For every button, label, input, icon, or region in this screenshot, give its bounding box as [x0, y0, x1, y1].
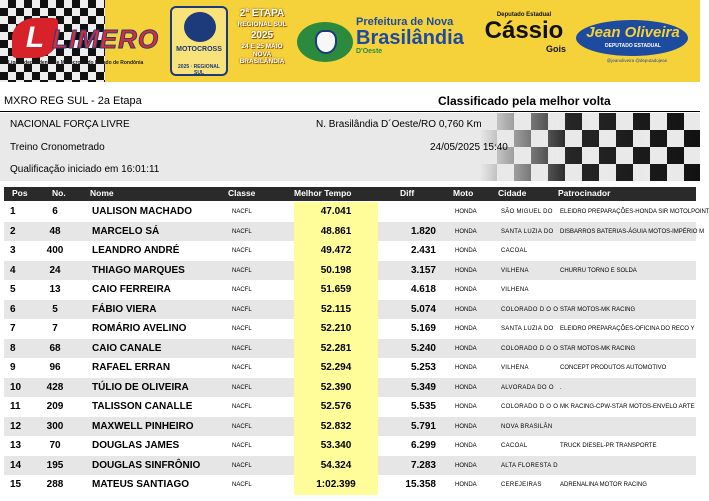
cell-classe: NACFL	[232, 267, 252, 274]
category-label: NACIONAL FORÇA LIVRE	[10, 119, 130, 130]
cell-num: 7	[52, 323, 58, 334]
table-row	[4, 456, 696, 476]
cell-cidade: COLORADO D O O	[501, 306, 559, 313]
results-table-body	[4, 202, 709, 495]
cell-time: 52.115	[320, 303, 352, 315]
cell-moto: HONDA	[455, 404, 477, 410]
cell-patro: ADRENALINA MOTOR RACING	[560, 482, 647, 488]
table-row	[4, 339, 696, 359]
cell-num: 13	[49, 284, 61, 295]
cell-moto: HONDA	[455, 209, 477, 215]
cell-time: 49.472	[320, 245, 352, 256]
cell-diff: 5.074	[410, 303, 436, 315]
cell-time: 48.861	[320, 225, 352, 237]
cell-classe: NACFL	[232, 209, 252, 215]
cell-time: 50.198	[320, 264, 352, 276]
badge-subtitle: 2025 · REGIONAL SUL	[178, 64, 220, 76]
table-row	[4, 202, 709, 222]
etapa-line-5: NOVA BRASILÂNDIA	[239, 51, 285, 65]
col-name: Nome	[90, 188, 114, 198]
cell-diff: 5.240	[410, 342, 436, 354]
limero-subtitle: Liga Independente de Motocross do Estado de Rondônia	[8, 60, 144, 66]
jean-line-1: Jean Oliveira	[586, 24, 680, 41]
cell-diff: 5.253	[410, 362, 436, 373]
cell-classe: NACFL	[232, 462, 252, 469]
table-row	[4, 358, 696, 378]
table-row	[4, 378, 696, 398]
cell-num: 70	[49, 440, 61, 451]
cell-moto: HONDA	[455, 482, 477, 488]
cell-pos: 5	[10, 284, 16, 295]
cell-diff: 5.791	[410, 420, 436, 432]
table-row	[4, 417, 696, 437]
etapa-line-4: 24 E 25 MAIO	[241, 43, 283, 50]
cell-classe: NACFL	[232, 228, 252, 235]
col-time: Melhor Tempo	[294, 188, 352, 198]
cell-patro: TRUCK DIESEL-PR TRANSPORTE	[560, 443, 657, 449]
cell-diff: 7.283	[410, 459, 436, 471]
cell-classe: NACFL	[232, 306, 252, 313]
cell-cidade: ALTA FLORESTA D	[501, 462, 558, 469]
table-row	[4, 261, 696, 281]
cell-name: DOUGLAS SINFRÔNIO	[92, 459, 201, 471]
cell-classe: NACFL	[232, 423, 252, 430]
col-diff: Diff	[400, 188, 415, 198]
cell-name: THIAGO MARQUES	[92, 264, 185, 276]
cell-num: 300	[46, 420, 64, 432]
cell-cidade: CACOAL	[501, 248, 528, 254]
col-classe: Classe	[228, 188, 256, 198]
cell-name: CAIO FERREIRA	[92, 284, 171, 295]
status-label: Qualificação iniciado em 16:01:11	[10, 164, 160, 175]
cell-num: 400	[46, 245, 64, 256]
cell-cidade: VILHENA	[501, 267, 529, 274]
cell-pos: 1	[10, 206, 16, 217]
cell-pos: 3	[10, 245, 16, 256]
cell-classe: NACFL	[232, 345, 252, 352]
title-row	[0, 92, 700, 112]
cell-cidade: CEREJEIRAS	[501, 482, 542, 488]
cell-moto: HONDA	[455, 345, 477, 352]
prefeitura-emblem-icon	[297, 22, 353, 62]
classification-title: Classificado pela melhor volta	[438, 94, 611, 108]
cell-cidade: COLORADO D O O	[501, 404, 559, 410]
cell-time: 54.324	[320, 459, 352, 471]
etapa-line-3: 2025	[250, 30, 274, 41]
cell-pos: 11	[10, 401, 21, 412]
cell-cidade: SÃO MIGUEL DO	[501, 209, 553, 215]
checkered-flag-graphic	[480, 113, 700, 181]
jean-line-2: DEPUTADO ESTADUAL	[605, 43, 661, 49]
cell-cidade: ALVORADA DO O	[501, 384, 554, 391]
cassio-line-2: Cássio	[484, 17, 564, 44]
cell-patro: DISBARROS BATERIAS-ÁGUIA MOTOS-IMPÉRIO M	[560, 228, 705, 235]
cell-patro: ELEIDRO PREPARAÇÕES-HONDA SIR MOTOLPOINT	[560, 209, 709, 215]
table-row	[4, 319, 696, 339]
cell-patro: MK RACING-CPW-STAR MOTOS-ENVELO ARTE	[560, 404, 695, 410]
cell-time: 51.659	[320, 284, 352, 295]
cell-pos: 6	[10, 303, 16, 315]
cell-classe: NACFL	[232, 326, 252, 332]
cell-moto: HONDA	[455, 423, 477, 430]
limero-logo-text: LIMERO	[52, 24, 160, 54]
cell-classe: NACFL	[232, 404, 252, 410]
cell-time: 1:02.399	[316, 479, 356, 490]
cell-classe: NACFL	[232, 443, 252, 449]
cell-num: 209	[46, 401, 64, 412]
prefeitura-line-3: D'Oeste	[356, 48, 383, 55]
cell-diff: 2.431	[410, 245, 436, 256]
col-num: No.	[52, 188, 66, 198]
cell-moto: HONDA	[455, 462, 477, 469]
cell-num: 48	[49, 225, 61, 237]
col-cidade: Cidade	[498, 188, 527, 198]
badge-title: MOTOCROSS	[176, 46, 222, 53]
event-title: MXRO REG SUL - 2a Etapa	[4, 95, 142, 107]
cell-cidade: SANTA LUZIA DO	[501, 326, 554, 332]
prefeitura-line-2: Brasilândia	[356, 27, 464, 49]
cell-name: TÚLIO DE OLIVEIRA	[92, 381, 189, 393]
table-row	[4, 300, 696, 320]
session-label: Treino Cronometrado	[10, 142, 105, 153]
cell-patro: CHURRU TORNO E SOLDA	[560, 267, 637, 274]
cell-name: CAIO CANALE	[92, 342, 162, 354]
table-row	[4, 222, 705, 242]
cell-cidade: NOVA BRASILÂN	[501, 423, 553, 430]
cell-moto: HONDA	[455, 267, 477, 274]
cell-pos: 4	[10, 264, 16, 276]
cell-pos: 10	[10, 381, 22, 393]
cell-diff: 1.820	[410, 225, 436, 237]
cell-moto: HONDA	[455, 443, 477, 449]
col-pos: Pos	[12, 188, 28, 198]
table-row	[4, 475, 696, 495]
cell-pos: 12	[10, 420, 22, 432]
cell-cidade: CACOAL	[501, 443, 528, 449]
cell-pos: 2	[10, 225, 16, 237]
cell-diff: 15.358	[405, 479, 436, 490]
cell-pos: 8	[10, 342, 16, 354]
cell-classe: NACFL	[232, 482, 252, 488]
cell-time: 52.832	[320, 420, 352, 432]
prefeitura-line-1: Prefeitura de Nova	[356, 16, 454, 28]
prefeitura-logo	[356, 16, 466, 55]
cell-name: MARCELO SÁ	[92, 225, 160, 237]
col-patro: Patrocinador	[558, 188, 611, 198]
cassio-line-1: Deputado Estadual	[496, 12, 552, 18]
cell-classe: NACFL	[232, 365, 252, 371]
cell-time: 53.340	[320, 440, 352, 451]
session-info	[0, 113, 700, 181]
cell-name: MATEUS SANTIAGO	[92, 479, 190, 490]
cell-classe: NACFL	[232, 287, 252, 293]
jean-line-3: @jeanoliveira @deputadojean	[606, 58, 668, 63]
cell-name: RAFAEL ERRAN	[92, 362, 171, 373]
cell-time: 52.294	[320, 362, 352, 373]
limero-logo	[12, 18, 160, 58]
cell-diff: 5.349	[410, 381, 436, 393]
cell-num: 24	[49, 264, 61, 276]
etapa-info	[232, 8, 292, 65]
cell-patro: STAR MOTOS-MK RACING	[560, 345, 636, 352]
cell-moto: HONDA	[455, 365, 477, 371]
cell-moto: HONDA	[455, 326, 477, 332]
cell-time: 52.281	[320, 342, 352, 354]
rider-icon	[184, 12, 216, 42]
cell-diff: 3.157	[410, 264, 436, 276]
table-row	[4, 241, 696, 261]
cell-name: DOUGLAS JAMES	[92, 440, 180, 451]
cell-moto: HONDA	[455, 228, 477, 235]
location-label: N. Brasilândia D´Oeste/RO 0,760 Km	[316, 119, 482, 130]
cell-moto: HONDA	[455, 384, 477, 391]
cell-moto: HONDA	[455, 306, 477, 313]
cell-diff: 6.299	[410, 440, 436, 451]
col-moto: Moto	[453, 188, 474, 198]
cell-time: 52.390	[320, 381, 352, 393]
cell-diff: 5.535	[410, 401, 436, 412]
cell-num: 5	[52, 303, 58, 315]
cell-name: LEANDRO ANDRÉ	[92, 245, 180, 256]
cell-diff: 5.169	[410, 323, 436, 334]
datetime-label: 24/05/2025 15:40	[430, 142, 508, 153]
table-row	[4, 397, 696, 417]
cassio-line-3: Gois	[545, 44, 566, 54]
cell-classe: NACFL	[232, 248, 252, 254]
cell-num: 428	[46, 381, 64, 393]
cell-name: TALISSON CANALLE	[92, 401, 193, 412]
cell-diff: 4.618	[410, 284, 436, 295]
cell-num: 288	[46, 479, 64, 490]
cell-num: 195	[46, 459, 64, 471]
sponsor-banner	[0, 0, 700, 82]
cell-name: MAXWELL PINHEIRO	[92, 420, 194, 432]
cell-patro: ELEIDRO PREPARAÇÕES-OFICINA DO RECO Y	[560, 326, 695, 332]
cell-time: 52.210	[320, 323, 352, 334]
cell-patro: .	[560, 384, 562, 391]
table-row	[4, 280, 696, 300]
cell-cidade: SANTA LUZIA DO	[501, 228, 554, 235]
jean-oliveira-logo	[576, 16, 688, 62]
cell-pos: 13	[10, 440, 22, 451]
cell-name: UALISON MACHADO	[92, 206, 192, 217]
cell-num: 6	[52, 206, 58, 217]
cell-cidade: VILHENA	[501, 365, 529, 371]
cell-cidade: COLORADO D O O	[501, 345, 559, 352]
etapa-line-1: 2ª ETAPA	[239, 8, 285, 19]
cell-moto: HONDA	[455, 287, 477, 293]
cell-patro: STAR MOTOS-MK RACING	[560, 306, 636, 313]
cell-classe: NACFL	[232, 384, 252, 391]
cell-time: 47.041	[320, 206, 352, 217]
cell-patro: CONCEPT PRODUTOS AUTOMOTIVO	[560, 365, 667, 371]
motocross-badge	[170, 6, 228, 76]
limero-l-icon: L	[12, 18, 58, 58]
cell-pos: 7	[10, 323, 16, 334]
etapa-line-2: REGIONAL SUL	[237, 21, 287, 28]
cell-pos: 9	[10, 362, 16, 373]
cell-num: 96	[49, 362, 61, 373]
cell-moto: HONDA	[455, 248, 477, 254]
cell-cidade: VILHENA	[501, 287, 529, 293]
results-table-header	[4, 187, 696, 201]
cell-name: ROMÁRIO AVELINO	[92, 323, 187, 334]
cell-pos: 15	[10, 479, 22, 490]
table-row	[4, 436, 696, 456]
cell-time: 52.576	[320, 401, 352, 412]
cell-num: 68	[49, 342, 61, 354]
cell-pos: 14	[10, 459, 22, 471]
cell-name: FÁBIO VIERA	[92, 303, 157, 315]
cassio-gois-logo	[478, 12, 570, 54]
